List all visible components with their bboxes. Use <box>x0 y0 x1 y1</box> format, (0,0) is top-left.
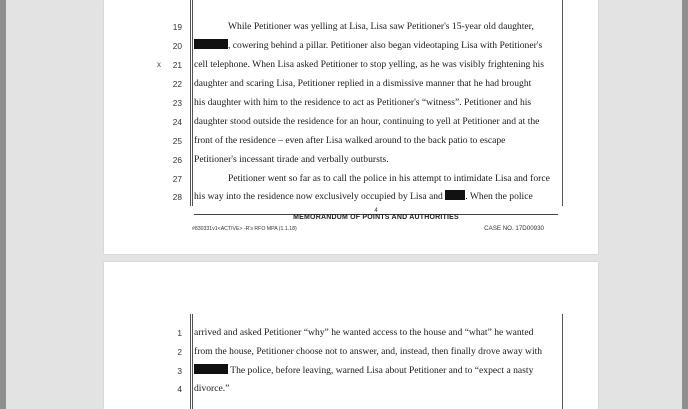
line-text: The police, before leaving, warned Lisa about Petitioner and to “expect a nasty <box>194 363 560 379</box>
line-number: 25 <box>172 136 182 146</box>
footer-doc-id: #830331v1<ACTIVE> -R's RFO MPA (1.1.18) <box>192 226 297 232</box>
footer-title: MEMORANDUM OF POINTS AND AUTHORITIES <box>293 214 459 221</box>
pleading-line-3 <box>104 363 598 379</box>
line-text: from the house, Petitioner choose not to answer, and, instead, then finally drove away with <box>194 346 543 357</box>
footer-case-number: CASE NO. 17D00930 <box>484 225 544 232</box>
line-number: 21 <box>172 60 182 70</box>
line-text: daughter and scaring Lisa, Petitioner replied in a dismissive manner that he had brought <box>194 78 532 89</box>
redaction-block <box>194 364 228 374</box>
pleading-line-22 <box>104 76 598 92</box>
pleading-line-28 <box>104 189 598 205</box>
line-number: 2 <box>177 347 182 357</box>
line-number: 27 <box>172 174 182 184</box>
pleading-line-23 <box>104 95 598 111</box>
line-text: arrived and asked Petitioner “why” he wanted access to the house and “what” he wanted <box>194 327 534 338</box>
pleading-line-4 <box>104 381 598 397</box>
line-text: Petitioner went so far as to call the police in his attempt to intimidate Lisa and force <box>228 173 550 184</box>
line-number: 23 <box>172 98 182 108</box>
line-text: his way into the residence now exclusively occupied by Lisa and . When the police <box>194 191 533 202</box>
redaction-block <box>445 190 465 200</box>
line-number: 26 <box>172 155 182 165</box>
document-page-2[interactable] <box>104 262 598 409</box>
pleading-line-25 <box>104 133 598 149</box>
line-number: 19 <box>172 22 182 32</box>
line-number: 20 <box>172 41 182 51</box>
pleading-line-2 <box>104 344 598 360</box>
pleading-line-1 <box>104 325 598 341</box>
line-number: 3 <box>177 366 182 376</box>
line-text: , cowering behind a pillar. Petitioner also began videotaping Lisa with Petitioner's <box>194 38 560 54</box>
pleading-line-19 <box>104 19 598 35</box>
line-text: Petitioner's incessant tirade and verbally outbursts. <box>194 154 389 165</box>
pleading-line-26 <box>104 152 598 168</box>
line-text: divorce.” <box>194 383 230 394</box>
line-text: While Petitioner was yelling at Lisa, Lisa saw Petitioner's 15-year old daughter, <box>228 21 534 32</box>
line-number: 28 <box>172 192 182 202</box>
revision-mark: x <box>157 60 161 69</box>
document-page-1[interactable] <box>104 0 598 254</box>
line-number: 22 <box>172 79 182 89</box>
pleading-line-27 <box>104 171 598 187</box>
line-number: 24 <box>172 117 182 127</box>
pleading-line-20 <box>104 38 598 54</box>
line-text: his daughter with him to the residence to act as Petitioner's “witness”. Petitioner and his <box>194 97 532 108</box>
pleading-line-24 <box>104 114 598 130</box>
redaction-block <box>194 39 228 49</box>
line-text: front of the residence – even after Lisa walked around to the back patio to escape <box>194 135 506 146</box>
line-number: 1 <box>177 328 182 338</box>
line-text: daughter stood outside the residence for an hour, continuing to yell at Petitioner and at the <box>194 116 540 127</box>
line-text: cell telephone. When Lisa asked Petitioner to stop yelling, as he was visibly frightening his <box>194 59 544 70</box>
pleading-line-21 <box>104 57 598 73</box>
line-number: 4 <box>177 384 182 394</box>
page-number: 4 <box>374 208 378 214</box>
